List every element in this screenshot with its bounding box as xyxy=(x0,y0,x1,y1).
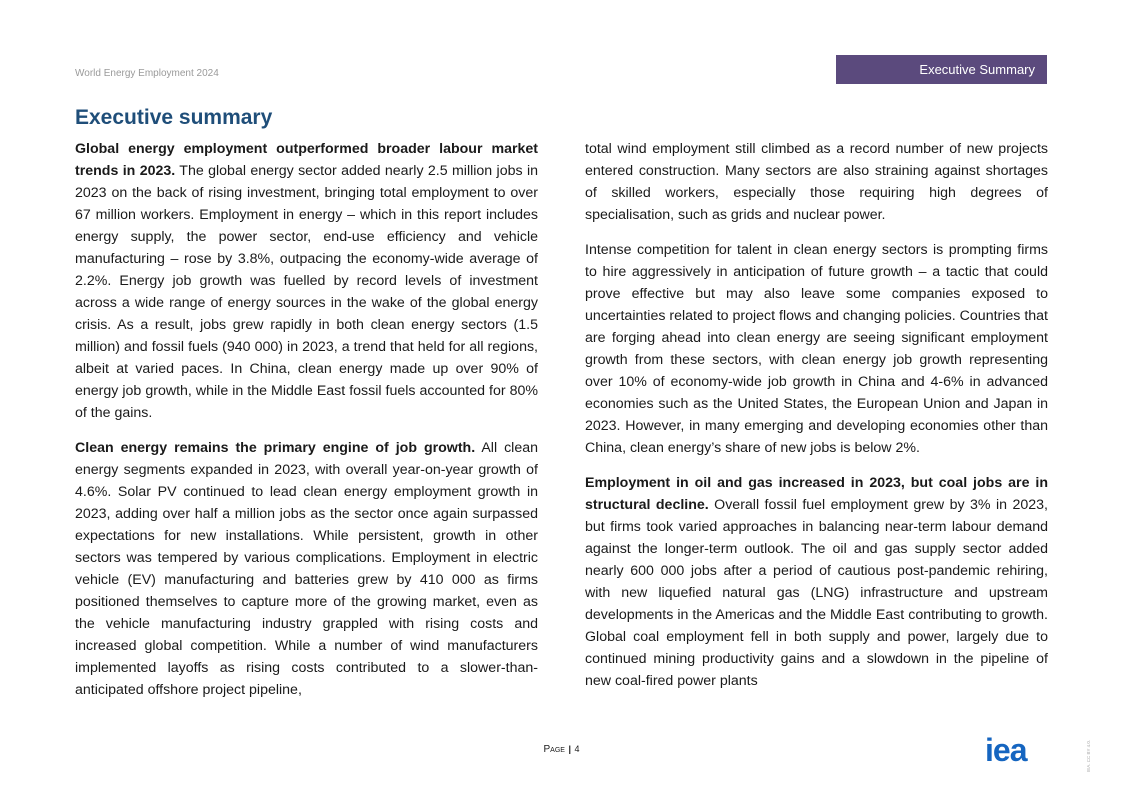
paragraph-lead: Clean energy remains the primary engine of job growth. xyxy=(75,440,476,456)
paragraph-body: Overall fossil fuel employment grew by 3% in 2023, but firms took varied approaches in balancing near-term labour demand against the longer-term outlook. The oil and gas supply sector added nearly 600 000 jobs after a period of cautious post-pandemic rehiring, with new liquefied natural gas (LNG) infrastructure and upstream developments in the Americas and the Middle East contributing to growth. Global coal employment fell in both supply and power, largely due to continued mining productivity gains and a slowdown in the pipeline of new coal-fired power plants xyxy=(585,497,1048,689)
section-tab: Executive Summary xyxy=(836,55,1047,84)
paragraph xyxy=(75,437,538,701)
page-label: Page xyxy=(543,744,565,755)
paragraph-body: Intense competition for talent in clean energy sectors is prompting firms to hire aggressively in anticipation of future growth – a tactic that could prove effective but may also leave some companies exposed to uncertainties related to project flows and changing policies. Countries that are forging ahead into clean energy are seeing significant employment growth from these sectors, with clean energy job growth representing over 10% of economy-wide job growth in China and 4-6% in advanced economies such as the United States, the European Union and Japan in 2023. However, in many emerging and developing economies other than China, clean energy’s share of new jobs is below 2%. xyxy=(585,242,1048,456)
paragraph xyxy=(585,239,1048,459)
paragraph xyxy=(75,138,538,424)
paragraph-body: All clean energy segments expanded in 2023, with overall year-on-year growth of 4.6%. Solar PV continued to lead clean energy employment growth in 2023, adding over half a million jobs as the sector once again surpassed expectations for new installations. While persistent, growth in other sectors was tempered by various complications. Employment in electric vehicle (EV) manufacturing and batteries grew by 410 000 as firms positioned themselves to capture more of the growing market, even as the vehicle manufacturing industry grappled with rising costs and increased global competition. While a number of wind manufacturers implemented layoffs as rising costs contributed to a slower-than-anticipated offshore project pipeline, xyxy=(75,440,538,698)
license-note: IEA. CC BY 4.0. xyxy=(1086,739,1091,772)
running-header: World Energy Employment 2024 xyxy=(75,68,219,79)
page-title: Executive summary xyxy=(75,106,273,129)
paragraph-body: total wind employment still climbed as a record number of new projects entered construction. Many sectors are also straining against shortages of skilled workers, especially those requiring high degrees of specialisation, such as grids and nuclear power. xyxy=(585,141,1048,223)
page-number-value: 4 xyxy=(574,744,580,754)
paragraph-lead: Employment in oil and gas increased in 2023, but coal jobs are in structural decline. xyxy=(585,475,1048,513)
right-column xyxy=(585,138,1048,692)
paragraph-lead: Global energy employment outperformed broader labour market trends in 2023. xyxy=(75,141,538,179)
iea-logo-icon xyxy=(985,735,1047,765)
paragraph xyxy=(585,472,1048,692)
page-number xyxy=(0,744,1123,755)
paragraph-body: The global energy sector added nearly 2.5 million jobs in 2023 on the back of rising investment, bringing total employment to over 67 million workers. Employment in energy – which in this report includes energy supply, the power sector, end-use efficiency and vehicle manufacturing – rose by 3.8%, outpacing the economy-wide average of 2.2%. Energy job growth was fuelled by record levels of investment across a wide range of energy sources in the wake of the global energy crisis. As a result, jobs grew rapidly in both clean energy sectors (1.5 million) and fossil fuels (940 000) in 2023, a trend that held for all regions, albeit at varied paces. In China, clean energy made up over 90% of energy job growth, while in the Middle East fossil fuels accounted for 80% of the gains. xyxy=(75,163,538,421)
left-column xyxy=(75,138,538,701)
page-separator: | xyxy=(568,744,571,754)
paragraph xyxy=(585,138,1048,226)
logo-text: iea xyxy=(985,735,1027,765)
